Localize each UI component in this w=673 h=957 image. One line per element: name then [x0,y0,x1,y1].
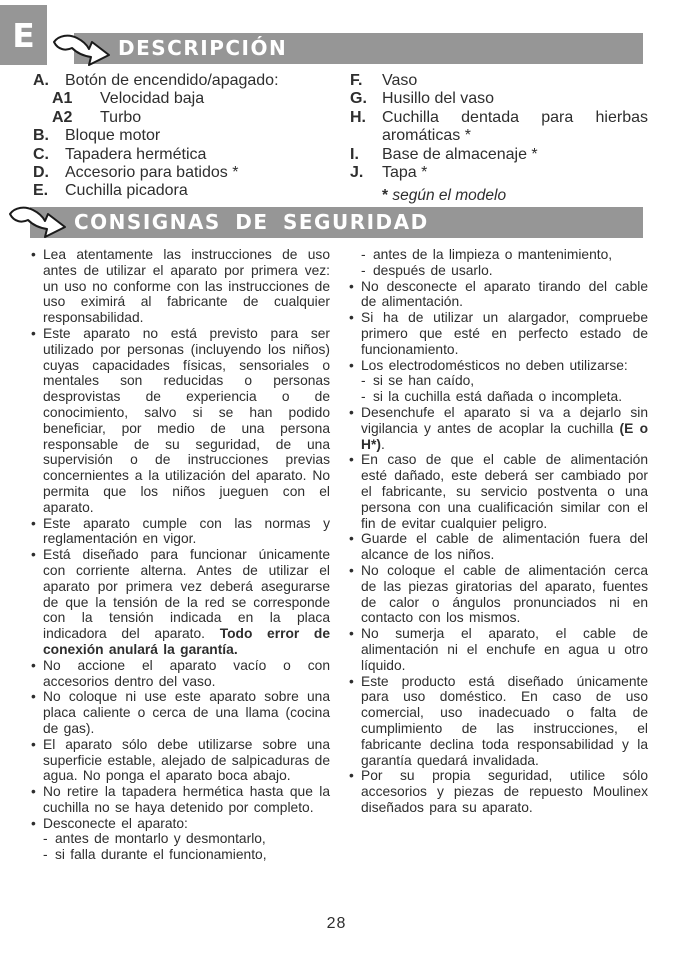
safety-sub-item [348,247,648,263]
subitem-text: Velocidad baja [100,90,205,108]
text-segment: antes de la limpieza o mantenimiento, [373,247,613,262]
dash-marker: - [43,847,48,863]
bullet-marker: • [349,562,354,578]
description-header-title: DESCRIPCIÓN [118,36,288,60]
bullet-marker: • [349,531,354,547]
description-list-right [350,72,648,182]
item-key: J. [350,164,364,182]
description-item [33,146,345,164]
text-segment: Este producto está diseñado únicamente para uso doméstico. En caso de uso comercial, uso inadecuado o falta de cumplimiento de las instrucciones, el fabricante declina toda responsabilidad y la garantía quedará invalidada. [361,673,648,768]
safety-bullet-item [30,784,330,816]
bullet-marker: • [31,547,36,563]
model-footnote [382,187,506,205]
text-segment: No sumerja el aparato, el cable de alimentación ni el enchufe en agua u otro líquido. [361,626,648,673]
item-text: Bloque motor [65,127,161,145]
description-item [350,72,648,90]
safety-bullet-item [30,326,330,516]
description-header-banner [74,33,643,64]
safety-column-left [30,247,330,863]
dash-marker: - [361,373,366,389]
item-key: B. [33,127,49,145]
item-key: C. [33,145,49,163]
safety-column-right [348,247,648,816]
curved-arrow-icon [7,205,69,241]
curved-arrow-icon [51,33,113,69]
page-number: 28 [326,915,347,932]
item-text: Accesorio para batidos * [65,164,239,182]
text-segment: . [380,436,385,452]
text-segment: antes de montarlo y desmontarlo, [55,831,266,847]
text-segment: En caso de que el cable de alimentación esté dañado, este deberá ser cambiado por el fabricante, su servicio postventa o una persona con una cualificación similar con el fin de evitar cualquier peligro. [361,452,648,531]
bullet-marker: • [349,278,354,294]
dash-marker: - [361,389,366,405]
item-key: I. [350,145,359,163]
item-key: F. [350,72,363,89]
safety-bullet-item [30,816,330,832]
bullet-marker: • [31,247,36,262]
language-letter: E [12,15,35,55]
text-segment: Está diseñado para funcionar únicamente con corriente alterna. Antes de utilizar el aparato por primera vez deberá asegurarse de que la tensión de la red se corresponde con la tensión indicada en la placa indicadora del aparato. [43,547,330,642]
safety-sub-item [348,263,648,279]
item-key: G. [350,90,367,108]
bullet-marker: • [349,768,354,784]
safety-bullet-item [348,358,648,374]
text-segment: No desconecte el aparato tirando del cable de alimentación. [361,278,648,310]
safety-bullet-item [30,689,330,736]
subitem-text: Turbo [100,108,142,126]
bullet-marker: • [31,689,36,705]
text-segment: después de usarlo. [373,262,493,278]
description-item [33,182,345,200]
text-segment: Guarde el cable de alimentación fuera del alcance de los niños. [361,531,648,563]
item-text: Cuchilla dentada para hierbas aromáticas * [382,108,648,145]
text-segment: No coloque ni use este aparato sobre una placa caliente o cerca de una llama (cocina de gas). [43,689,330,736]
bullet-marker: • [31,784,36,800]
text-segment: Los electrodomésticos no deben utilizarse: [361,357,628,373]
bullet-marker: • [349,626,354,642]
description-item [33,72,345,90]
description-item [350,109,648,146]
item-text: Cuchilla picadora [65,182,188,200]
safety-bullet-item [348,626,648,673]
safety-bullet-item [30,247,330,326]
safety-sub-item [348,373,648,389]
language-badge [0,5,47,65]
safety-bullet-item [30,658,330,690]
safety-bullet-item [348,405,648,452]
text-segment: si falla durante el funcionamiento, [55,847,267,863]
text-segment: No retire la tapadera hermética hasta que la cuchilla no se haya detenido por completo. [43,784,330,815]
text-segment: Este aparato cumple con las normas y reglamentación en vigor. [43,515,330,547]
text-segment: Lea atentamente las instrucciones de uso antes de utilizar el aparato por primera vez: un uso no conforme con las instrucciones de uso eximirá al fabricante de cualquier responsabilidad. [43,247,330,326]
bullet-marker: • [349,357,354,373]
bullet-marker: • [349,673,354,689]
safety-sub-item [30,831,330,847]
safety-bullet-item [348,279,648,311]
safety-sub-item [348,389,648,405]
description-item [350,146,648,164]
text-segment: si se han caído, [373,373,475,389]
description-item [350,90,648,108]
safety-bullet-item [348,531,648,563]
footnote-text: según el modelo [392,187,507,204]
description-item [33,127,345,145]
subitem-key: A2 [52,108,73,126]
safety-bullet-item [348,674,648,769]
footnote-asterisk: * [382,187,389,204]
item-key: E. [33,182,49,200]
description-subitem [52,90,345,108]
text-segment: si la cuchilla está dañada o incompleta. [373,389,623,405]
safety-bullet-item [30,547,330,658]
bullet-marker: • [31,515,36,531]
bullet-marker: • [31,657,36,673]
description-item [350,164,648,182]
description-subitem [52,109,345,127]
text-segment: (E o H*) [361,420,648,452]
bullet-marker: • [349,452,354,468]
safety-header-banner [30,207,643,238]
text-segment: Desenchufe el aparato si va a dejarlo sin vigilancia y antes de acoplar la cuchilla [361,404,648,436]
safety-bullet-item [30,737,330,784]
safety-bullet-item [348,452,648,531]
item-key: H. [350,108,366,126]
dash-marker: - [361,247,366,262]
item-key: A. [33,72,49,89]
dash-marker: - [361,262,366,278]
bullet-marker: • [349,404,354,420]
subitem-key: A1 [52,90,73,108]
item-text: Tapadera hermética [65,145,207,163]
item-text: Tapa * [382,164,428,182]
item-key: D. [33,164,49,182]
text-segment: Desconecte el aparato: [43,815,188,831]
text-segment: No accione el aparato vacío o con accesorios dentro del vaso. [43,657,330,689]
safety-sub-item [30,847,330,863]
bullet-marker: • [31,736,36,752]
description-list-left [33,72,345,201]
safety-bullet-item [30,516,330,548]
text-segment: No coloque el cable de alimentación cerca de las piezas giratorias del aparato, fuentes de calor o ángulos pronunciados ni en contacto con los mismos. [361,562,648,626]
dash-marker: - [43,831,48,847]
item-text: Botón de encendido/apagado: [65,72,279,89]
description-item [33,164,345,182]
text-segment: Todo error de conexión anulará la garantía. [43,626,330,657]
text-segment: Por su propia seguridad, utilice sólo accesorios y piezas de repuesto Moulinex diseñados para su aparato. [361,768,648,815]
bullet-marker: • [31,325,36,341]
item-text: Base de almacenaje * [382,145,538,163]
safety-bullet-item [348,563,648,626]
item-text: Husillo del vaso [382,90,495,108]
item-text: Vaso [382,72,418,89]
text-segment: Este aparato no está previsto para ser utilizado por personas (incluyendo los niños) cuyas capacidades físicas, sensoriales o mentales son reducidas o personas desprovistas de experiencia o de conocimiento, salvo si se han podido beneficiar, por medio de una persona responsable de su seguridad, de una supervisión o de instrucciones previas concernientes a la utilización del aparato. No permita que los niños jueguen con el aparato. [43,325,330,515]
safety-header-title: CONSIGNAS DE SEGURIDAD [74,210,429,234]
bullet-marker: • [31,815,36,831]
bullet-marker: • [349,310,354,326]
safety-bullet-item [348,310,648,357]
text-segment: El aparato sólo debe utilizarse sobre una superficie estable, alejado de salpicaduras de agua. No ponga el aparato boca abajo. [43,736,330,784]
text-segment: Si ha de utilizar un alargador, compruebe primero que esté en perfecto estado de funcionamiento. [361,310,648,357]
safety-bullet-item [348,768,648,815]
